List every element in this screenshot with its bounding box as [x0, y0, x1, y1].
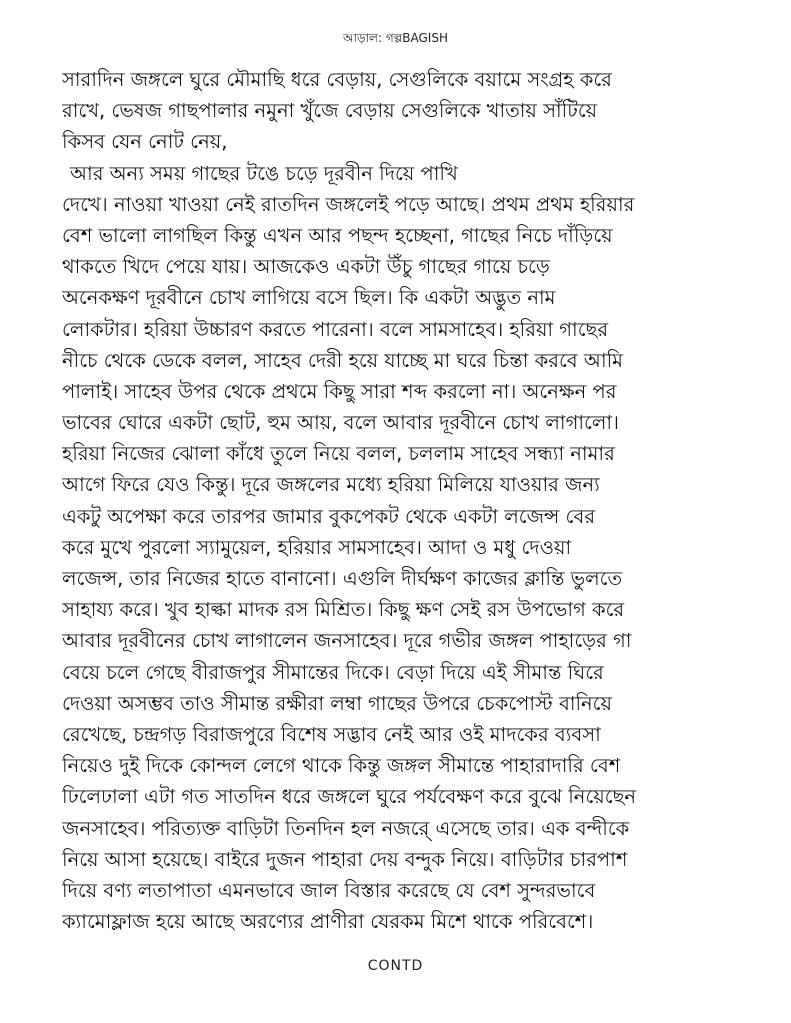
story-body — [62, 64, 742, 937]
text-line: একটু অপেক্ষা করে তারপর জামার বুকপেকট থেকে একটা লজেন্স বের — [62, 504, 596, 528]
text-line: দেখে। নাওয়া খাওয়া নেই রাতদিন জঙ্গলেই পড়ে আছে। প্রথম প্রথম হরিয়ার — [62, 192, 635, 216]
text-line: রাখে, ভেষজ গাছপালার নমুনা খুঁজে বেড়ায় সেগুলিকে খাতায় সাঁটিয়ে — [62, 99, 598, 123]
text-line: সাহায্য করে। খুব হাল্কা মাদক রস মিশ্রিত। কিছু ক্ষণ সেই রস উপভোগ করে — [62, 598, 625, 622]
text-line: থাকতে খিদে পেয়ে যায়। আজকেও একটা উঁচু গাছের গায়ে চড়ে — [62, 255, 550, 279]
running-header: আড়াল: গল্পBAGISH — [343, 31, 448, 45]
text-line: পালাই। সাহেব উপর থেকে প্রথমে কিছু সারা শব্দ করলো না। অনেক্ষন পর — [62, 379, 617, 403]
text-line: হরিয়া নিজের ঝোলা কাঁধে তুলে নিয়ে বলল, চললাম সাহেব সন্ধ্যা নামার — [62, 442, 615, 466]
text-line: জনসাহেব। পরিত্যক্ত বাড়িটা তিনদিন হল নজরে্ এসেছে তার। এক বন্দীকে — [62, 816, 630, 840]
text-line: ক্যামোফ্লাজ হয়ে আছে অরণ্যের প্রাণীরা যেরকম মিশে থাকে পরিবেশে। — [62, 910, 594, 934]
text-line: সারাদিন জঙ্গলে ঘুরে মৌমাছি ধরে বেড়ায়, সেগুলিকে বয়ামে সংগ্রহ করে — [62, 68, 612, 91]
text-line: করে মুখে পুরলো স্যামুয়েল, হরিয়ার সামসাহেব। আদা ও মধু দেওয়া — [62, 535, 572, 559]
continued-label: CONTD — [367, 958, 424, 974]
text-line: রেখেছে, চন্দ্রগড় বিরাজপুরে বিশেষ সদ্ভাব নেই আর ওই মাদকের ব্যবসা — [62, 722, 601, 746]
text-line: দিয়ে বণ্য লতাপাতা এমনভাবে জাল বিস্তার করেছে যে বেশ সুন্দরভাবে — [62, 878, 596, 902]
text-line: আবার দূরবীনের চোখ লাগালেন জনসাহেব। দূরে গভীর জঙ্গল পাহাড়ের গা — [62, 629, 632, 653]
text-line: ভাবের ঘোরে একটা ছোট, হুম আয়, বলে আবার দূরবীনে চোখ লাগালো। — [62, 411, 620, 435]
text-line: দেওয়া অসম্ভব তাও সীমান্ত রক্ষীরা লম্বা গাছের উপরে চেকপোস্ট বানিয়ে — [62, 691, 613, 715]
text-line: বেশ ভালো লাগছিল কিন্তু এখন আর পছন্দ হচ্ছেনা, গাছের নিচে দাঁড়িয়ে — [62, 223, 613, 247]
text-line: নীচে থেকে ডেকে বলল, সাহেব দেরী হয়ে যাচ্ছে মা ঘরে চিন্তা করবে আমি — [62, 348, 624, 372]
text-line: আর অন্য সময় গাছের টঙে চড়ে দূরবীন দিয়ে পাখি — [70, 161, 458, 185]
text-line: ঢিলেঢালা এটা গত সাতদিন ধরে জঙ্গলে ঘুরে পর্যবেক্ষণ করে বুঝে নিয়েছেন — [62, 785, 637, 809]
text-line: নিয়ে আসা হয়েছে। বাইরে দুজন পাহারা দেয় বন্দুক নিয়ে। বাড়িটার চারপাশ — [62, 847, 628, 871]
text-line: অনেকক্ষণ দূরবীনে চোখ লাগিয়ে বসে ছিল। কি একটা অদ্ভুত নাম — [62, 286, 556, 310]
text-line: বেয়ে চলে গেছে বীরাজপুর সীমান্তের দিকে। বেড়া দিয়ে এই সীমান্ত ঘিরে — [62, 660, 604, 684]
text-line: আগে ফিরে যেও কিন্তু। দূরে জঙ্গলের মধ্যে হরিয়া মিলিয়ে যাওয়ার জন্য — [62, 473, 600, 497]
text-line: লজেন্স, তার নিজের হাতে বানানো। এগুলি দীর্ঘক্ষণ কাজের ক্লান্তি ভুলতে — [62, 567, 623, 590]
text-line: নিয়েও দুই দিকে কোন্দল লেগে থাকে কিন্তু জঙ্গল সীমান্তে পাহারাদারি বেশ — [62, 754, 621, 778]
text-line: কিসব যেন নোট নেয়, — [62, 130, 228, 154]
text-line: লোকটার। হরিয়া উচ্চারণ করতে পারেনা। বলে সামসাহেব। হরিয়া গাছের — [62, 317, 609, 341]
